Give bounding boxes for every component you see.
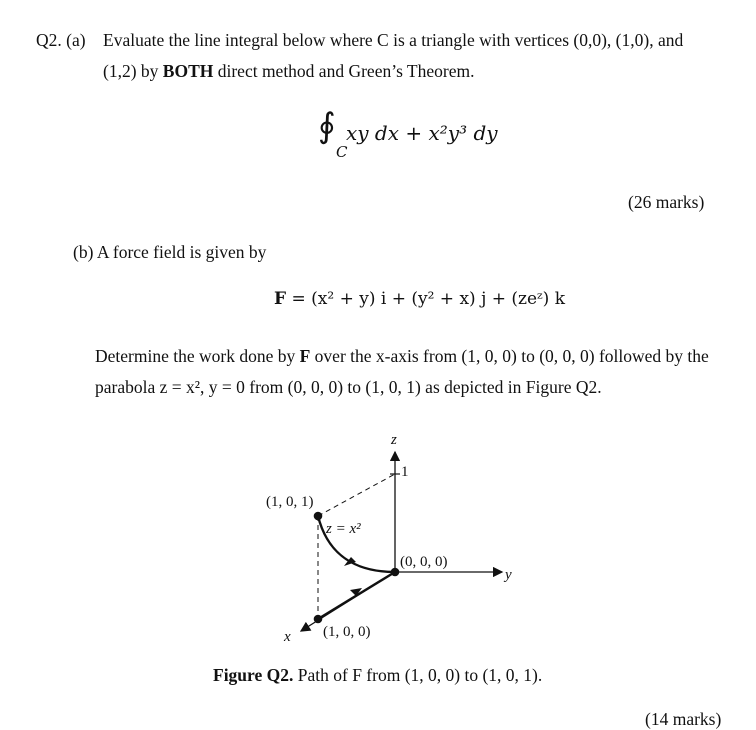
point-0-0-0-dot: [391, 568, 400, 577]
x-axis-path: [318, 572, 395, 619]
q2a-line2-post: direct method and Green’s Theorem.: [213, 61, 475, 81]
integral-expression: xy dx + x²y³ dy: [346, 121, 498, 145]
q2b-line1-pre: Determine the work done by: [95, 346, 300, 366]
q2a-marks: (26 marks): [628, 192, 705, 212]
point-1-0-0-label: (1, 0, 0): [323, 624, 371, 640]
q2a-label: Q2. (a): [36, 30, 86, 50]
q2b-marks: (14 marks): [645, 709, 722, 729]
field-expression: = (x² + y) i + (y² + x) j + (zeᶻ) k: [291, 289, 566, 309]
q2b-label: (b) A force field is given by: [73, 242, 267, 262]
field-F: F: [274, 289, 287, 309]
figure-caption-bold: Figure Q2.: [213, 665, 294, 685]
q2a-text-line1: Evaluate the line integral below where C is a triangle with vertices (0,0), (1,0), and: [103, 30, 684, 50]
axis-x-label: x: [284, 629, 291, 645]
tick-z-1-label: 1: [401, 464, 409, 480]
curve-label: z = x²: [326, 521, 361, 537]
figure-caption: [213, 664, 542, 686]
q2a-line2-pre: (1,2) by: [103, 61, 163, 81]
integral-subscript: C: [336, 143, 348, 161]
contour-integral-symbol: ∮: [318, 106, 336, 146]
q2a-line2-bold: BOTH: [162, 61, 214, 81]
point-0-0-0-label: (0, 0, 0): [400, 554, 448, 570]
point-1-0-1-label: (1, 0, 1): [266, 494, 314, 510]
figure-caption-text: Path of F from (1, 0, 0) to (1, 0, 1).: [293, 665, 543, 685]
q2b-line1-bold: F: [299, 346, 311, 366]
axis-z-label: z: [391, 432, 397, 448]
dashed-guide-top: [318, 474, 395, 516]
point-1-0-1-dot: [314, 512, 323, 521]
q2b-line1-post: over the x-axis from (1, 0, 0) to (0, 0, 0) followed by the: [310, 346, 709, 366]
point-1-0-0-dot: [314, 615, 323, 624]
q2b-text-line2: parabola z = x², y = 0 from (0, 0, 0) to (1, 0, 1) as depicted in Figure Q2.: [95, 377, 602, 397]
axis-y-label: y: [505, 567, 512, 583]
